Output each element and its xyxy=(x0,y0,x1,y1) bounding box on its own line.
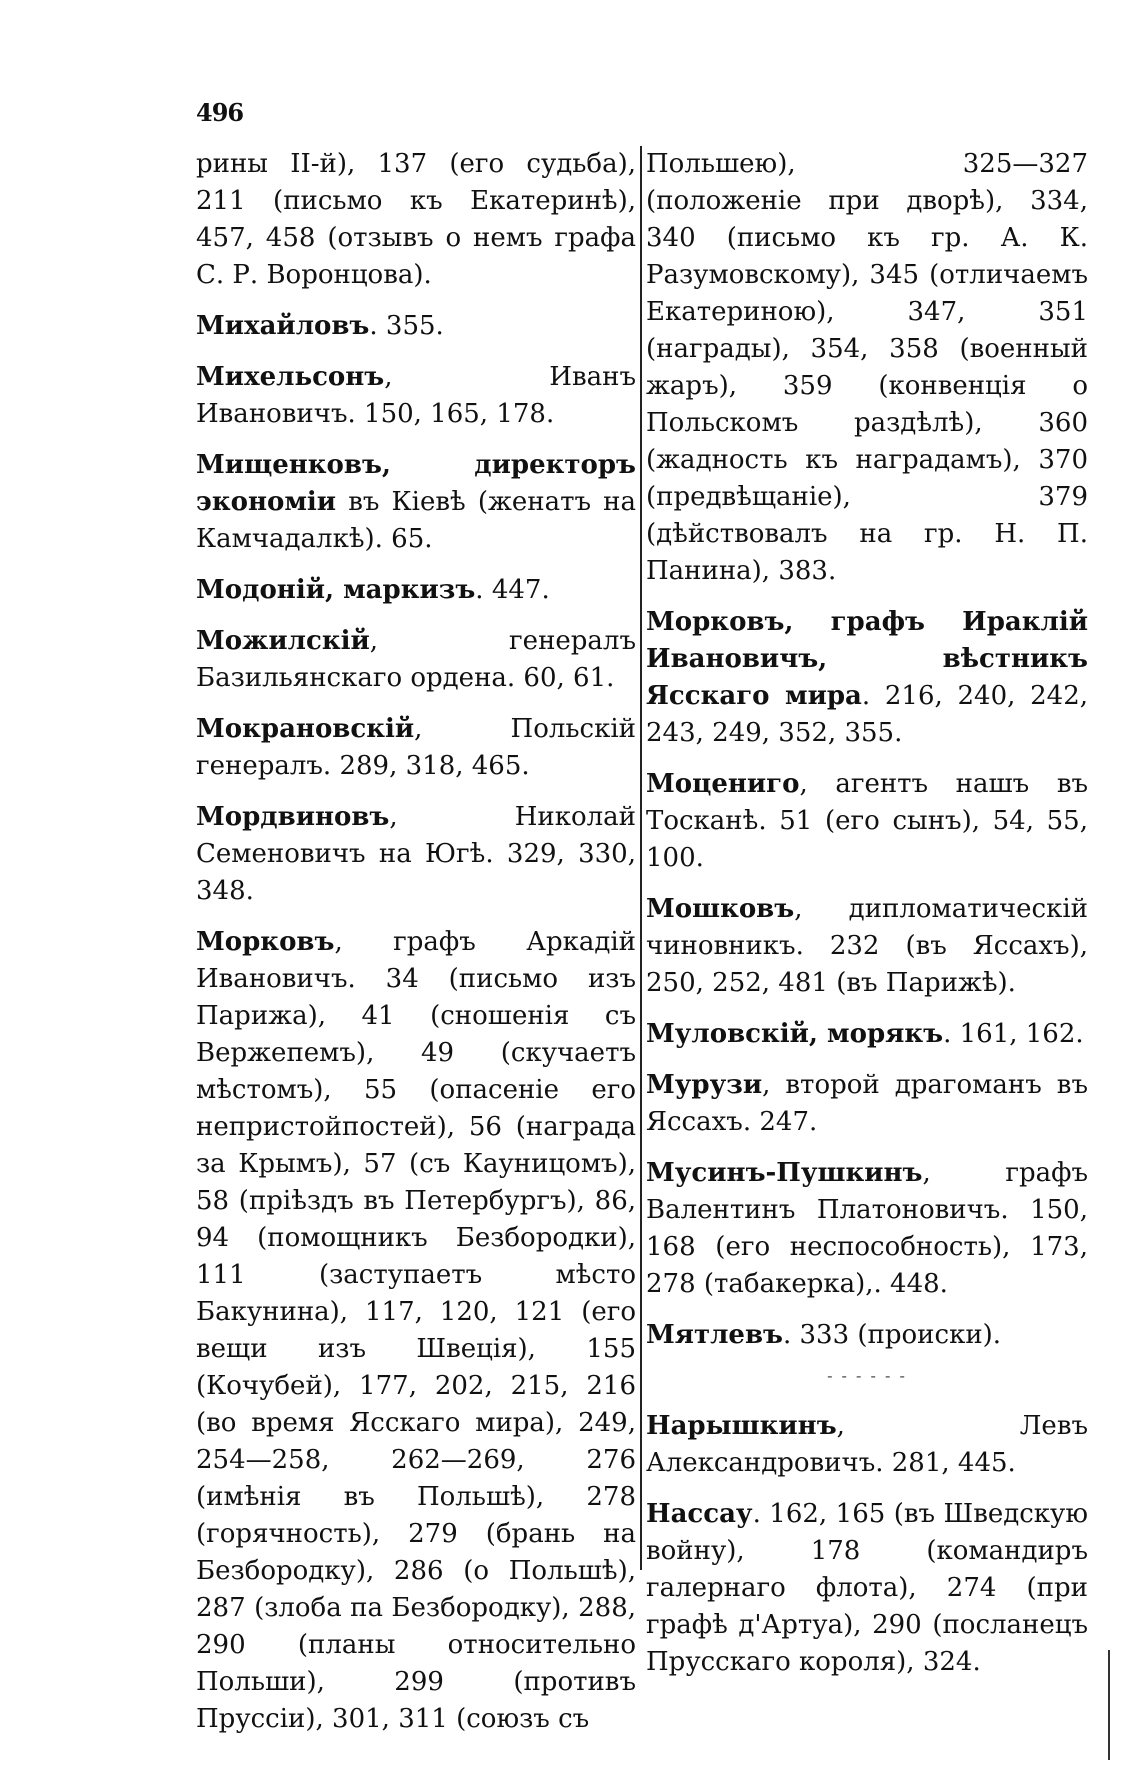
entry-name: Муловскій, морякъ xyxy=(646,1019,944,1049)
entry-text: въ Кіевѣ (женатъ на Камчадалкѣ). 65. xyxy=(196,487,636,554)
entry-text: , Иванъ Ивановичъ. 150, 165, 178. xyxy=(196,362,636,429)
entry-text: . 447. xyxy=(475,575,550,605)
entry-name: Нарышкинъ xyxy=(646,1411,837,1441)
index-entry xyxy=(646,1408,1088,1482)
entry-name: Можилскій xyxy=(196,626,370,656)
entry-text: , генералъ Базильянскаго ордена. 60, 61. xyxy=(196,626,636,693)
entry-name: Мятлевъ xyxy=(646,1320,783,1350)
left-column xyxy=(196,146,636,1752)
index-entry xyxy=(196,623,636,697)
entry-text: , графъ Аркадій Ивановичъ. 34 (письмо изъ Парижа), 41 (сношенія съ Вержепемъ), 49 (скучаетъ мѣстомъ), 55 (опасеніе его непристойпостей), 56 (награда за Крымъ), 57 (съ Кауницомъ), 58 (пріѣздъ въ Петербургъ), 86, 94 (помощникъ Безбородки), 111 (заступаетъ мѣсто Бакунина), 117, 120, 121 (его вещи изъ Швеція), 155 (Кочубей), 177, 202, 215, 216 (во время Ясскаго мира), 249, 254—258, 262—269, 276 (имѣнія въ Польшѣ), 278 (горячность), 279 (брань на Безбородку), 286 (о Польшѣ), 287 (злоба па Безбородку), 288, 290 (планы относительно Польши), 299 (противъ Пруссіи), 301, 311 (союзъ съ xyxy=(196,927,636,1734)
entry-text: , Левъ Александровичъ. 281, 445. xyxy=(646,1411,1088,1478)
entry-name: Мокрановскій xyxy=(196,714,415,744)
column-divider xyxy=(640,146,642,1570)
index-entry xyxy=(196,711,636,785)
index-entry xyxy=(196,799,636,910)
entry-name: Модоній, маркизъ xyxy=(196,575,476,605)
index-entry xyxy=(646,1496,1088,1681)
index-entry xyxy=(646,891,1088,1002)
index-entry xyxy=(646,1067,1088,1141)
index-entry xyxy=(196,308,636,345)
entry-text: . 216, 240, 242, 243, 249, 352, 355. xyxy=(646,681,1089,748)
page-number: 496 xyxy=(196,98,244,127)
entry-text: , Польскій генералъ. 289, 318, 465. xyxy=(196,714,636,781)
index-entry xyxy=(646,766,1088,877)
entry-text: . 162, 165 (въ Шведскую войну), 178 (командиръ галернаго флота), 274 (при графѣ д'Артуа), 290 (посланецъ Прусскаго короля), 324. xyxy=(646,1499,1088,1677)
index-entry xyxy=(196,572,636,609)
entry-name: Мордвиновъ xyxy=(196,802,390,832)
entry-name: Мищенковъ, директоръ экономіи xyxy=(196,450,636,517)
index-entry xyxy=(646,1155,1088,1303)
entry-text: . 333 (происки). xyxy=(782,1320,1002,1350)
entry-text: Польшею), 325—327 (положеніе при дворѣ), 334, 340 (письмо къ гр. А. К. Разумовскому), 345 (отличаемъ Екатериною), 347, 351 (награды), 354, 358 (военный жаръ), 359 (конвенція о Польскомъ раздѣлѣ), 360 (жадность къ наградамъ), 370 (предвѣщаніе), 379 (дѣйствовалъ на гр. Н. П. Панина), 383. xyxy=(646,149,1088,586)
entry-name: Моцениго xyxy=(646,769,800,799)
entry-text: . 355. xyxy=(369,311,444,341)
index-entry xyxy=(646,146,1088,590)
entry-name: Михайловъ xyxy=(196,311,370,341)
entry-text: , второй драгоманъ въ Яссахъ. 247. xyxy=(646,1070,1088,1137)
entry-name: Нассау xyxy=(646,1499,753,1529)
margin-mark xyxy=(1108,1650,1110,1760)
index-entry xyxy=(646,1317,1088,1354)
index-entry xyxy=(196,146,636,294)
entry-name: Мошковъ xyxy=(646,894,795,924)
entry-name: Мусинъ-Пушкинъ xyxy=(646,1158,923,1188)
index-entry xyxy=(646,604,1088,752)
entry-text: . 161, 162. xyxy=(943,1019,1084,1049)
entry-name: Мурузи xyxy=(646,1070,763,1100)
entry-text: , дипломатическій чиновникъ. 232 (въ Яссахъ), 250, 252, 481 (въ Парижѣ). xyxy=(646,894,1088,998)
entry-name: Морковъ xyxy=(196,927,335,957)
entry-text: , Николай Семеновичъ на Югѣ. 329, 330, 348. xyxy=(196,802,636,906)
entry-name: Михельсонъ xyxy=(196,362,385,392)
entry-text: рины II-й), 137 (его судьба), 211 (письмо къ Екатеринѣ), 457, 458 (отзывъ о немъ графа С. Р. Воронцова). xyxy=(196,149,636,290)
index-entry xyxy=(196,447,636,558)
entry-text: , графъ Валентинъ Платоновичъ. 150, 168 (его неспособность), 173, 278 (табакерка),. 448. xyxy=(646,1158,1088,1299)
section-separator: - - - - - - xyxy=(827,1366,907,1385)
entry-name: Морковъ, графъ Ираклій Ивановичъ, вѣстникъ Ясскаго мира xyxy=(646,607,1088,711)
index-entry xyxy=(196,924,636,1738)
right-column xyxy=(646,146,1088,1695)
entry-text: , агентъ нашъ въ Тосканѣ. 51 (его сынъ), 54, 55, 100. xyxy=(646,769,1088,873)
index-entry xyxy=(196,359,636,433)
index-entry xyxy=(646,1016,1088,1053)
